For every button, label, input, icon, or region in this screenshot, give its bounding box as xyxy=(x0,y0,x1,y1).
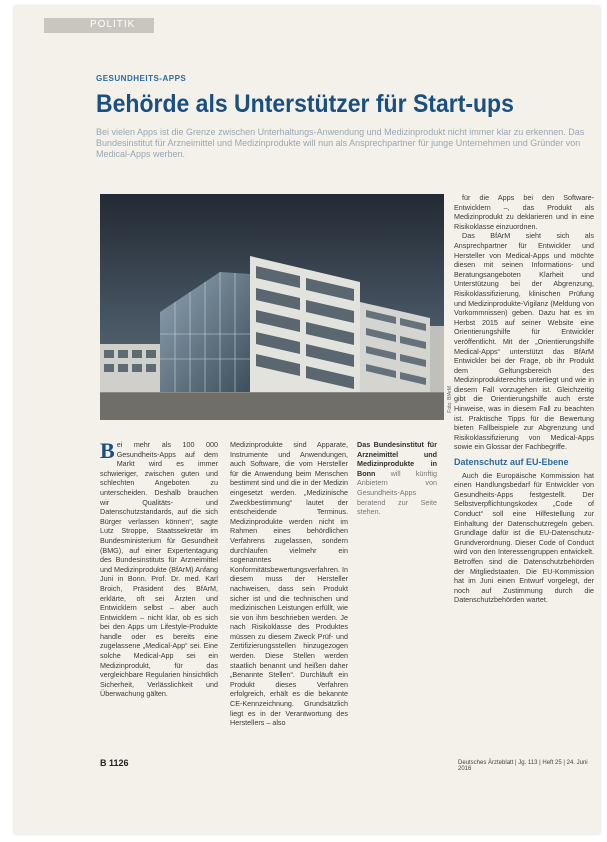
section-label: POLITIK xyxy=(90,19,136,30)
column-4-paragraph-2: Das BfArM sieht sich als Ansprechpartner für Entwickler und Hersteller von Medical-Apps und möchte diesen mit seinen Informations- und Beratungsangeboten Klarheit und Unterstützung bei der Abgrenzung, Risikoklassifizierung, klinischen Prüfung und Medizinprodukte-Vigilanz (Meldung von Vorkommnissen) geben. Dazu hat es im Herbst 2015 auf seiner Website eine Orientierungshilfe für Entwickler veröffentlicht. Mit der „Orientierungshilfe Medical-Apps“ unterstützt das BfArM Entwickler bei der Frage, ob ihr Produkt dem Geltungsbereich des Medizinprodukterechts unterliegt und wie in diesem Fall vorzugehen ist. Gleichzeitig gibt die Orientierungshilfe auch erste Hinweise, was in diesem Fall zu beachten ist. Praktische Tipps für die Bewertung bieten Fallbeispiele zur Abgrenzung und Risikoklassifizierung von Medical-Apps sowie ein Glossar der Fachbegriffe. xyxy=(454,231,594,452)
publication-info: Deutsches Ärzteblatt | Jg. 113 | Heft 25 | 24. Juni 2016 xyxy=(458,760,588,772)
dropcap: B xyxy=(100,440,115,463)
lead-paragraph: Bei vielen Apps ist die Grenze zwischen Unterhaltungs-Anwendung und Medizinprodukt nicht immer klar zu erkennen. Das Bundesinstitut für Arzneimittel und Medizinprodukte will nun als Ansprechpartner für junge Unternehmen und Gründer von Medical-Apps werben. xyxy=(96,127,585,159)
building-illustration xyxy=(100,194,444,420)
caption-title: Das Bundesinstitut für Arzneimittel und Medizinprodukte in Bonn xyxy=(357,440,437,478)
body-column-1 xyxy=(100,440,218,750)
subheading: Datenschutz auf EU-Ebene xyxy=(454,457,569,468)
body-column-2 xyxy=(230,440,348,750)
column-4-paragraph-1: für die Apps bei den Software-Entwicklern –, das Produkt als Medizinprodukt zu deklarieren und in eine Risikoklasse einzuordnen. xyxy=(454,193,594,231)
column-2-text: Medizinprodukte sind Apparate, Instrumente und Anwendungen, auch Software, die vom Hersteller für die Anwendung beim Menschen bestimmt sind und die in der Medizin eingesetzt werden. „Medizinische Zweckbestimmung“ lautet der entscheidende Terminus. Medizinprodukte werden nicht im Rahmen eines behördlichen Verfahrens zugelassen, sondern durchlaufen vielmehr ein sogenanntes Konformitätsbewertungsverfahren. In diesem muss der Hersteller nachweisen, dass sein Produkt sicher ist und die technischen und medizinischen Leistungen erfüllt, wie sie von ihm beschrieben werden. Je nach Risikoklasse des Produktes müssen zu diesem Zweck Prüf- und Zertifizierungsstellen hinzugezogen werden. Diese Stellen werden staatlich benannt und heißen daher „Benannte Stellen“. Durchläuft ein Produkt dieses Verfahren erfolgreich, erhält es die bekannte CE-Kennzeichnung. Grundsätzlich liegt es in der Verantwortung des Herstellers – also xyxy=(230,440,348,728)
body-column-4 xyxy=(454,193,594,748)
kicker: GESUNDHEITS-APPS xyxy=(96,74,187,83)
headline: Behörde als Unterstützer für Start-ups xyxy=(96,90,514,118)
photo-caption xyxy=(357,440,437,530)
page-number: B 1126 xyxy=(100,758,129,768)
caption-text: will künftig Anbietern von Gesundheits-Apps beratend zur Seite stehen. xyxy=(357,468,437,517)
magazine-page xyxy=(14,6,600,834)
column-1-text: ei mehr als 100 000 Gesundheits-Apps auf dem Markt wird es immer schwieriger, zwischen guten und schlechten Angeboten zu unterscheiden. Deshalb brauchen wir Qualitäts- und Datenschutzstandards, auf die sich Bürger verlassen können“, sagte Lutz Stroppe, Staatssekretär im Bundesministerium für Gesundheit (BMG), auf einer Expertentagung des Bundesinstituts für Arzneimittel und Medizinprodukte (BfArM) Anfang Juni in Bonn. Prof. Dr. med. Karl Broich, Präsident des BfArM, erklärte, oft sei Ärzten und Entwicklern selbst – aber auch Entwicklern – nicht klar, ob es sich bei den Apps um Lifestyle-Produkte handle oder es bereits eine zugelassene „Medical-App“ sei. Eine solche Medical-App sei ein Medizinprodukt, für das vergleichbare Regularien hinsichtlich Sicherheit, Verlässlichkeit und Überwachung gälten. xyxy=(100,440,218,699)
building-photo xyxy=(100,194,444,420)
photo-credit: Foto: BfArM xyxy=(447,386,453,413)
column-4-paragraph-3: Auch die Europäische Kommission hat einen Handlungsbedarf für Entwickler von Gesundheits-Apps festgestellt. Der Selbstverpflichtungskodex „Code of Conduct“ soll eine Hilfestellung zur Einhaltung der Datenschutzregeln geben. Grundlage dafür ist die EU-Datenschutz-Grundverordnung. Dieser Code of Conduct wird von den Interessengruppen entwickelt. Betroffen sind die Datenschutzbehörden der Mitgliedstaaten. Die EU-Kommission hat im Juni einen Entwurf vorgelegt, der noch auf Zustimmung durch die Datenschutzbehörden wartet. xyxy=(454,470,594,605)
